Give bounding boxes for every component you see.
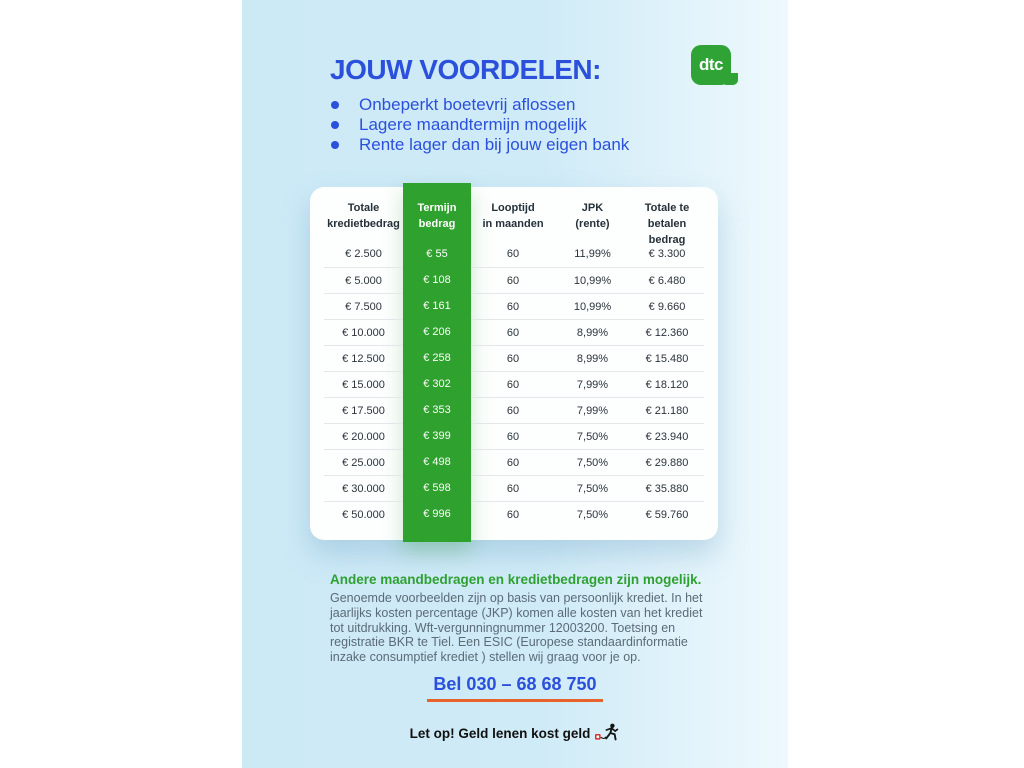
table-body [324, 241, 704, 527]
table-cell: 60 [471, 501, 555, 527]
table-cell: € 302 [423, 378, 451, 390]
table-row [324, 267, 704, 293]
table-row [324, 241, 704, 267]
table-row [324, 449, 704, 475]
table-cell: 7,50% [555, 449, 630, 475]
table-cell: 8,99% [555, 345, 630, 371]
rates-table [310, 187, 718, 527]
table-cell: € 3.300 [648, 248, 686, 260]
table-cell: € 5.000 [324, 267, 403, 293]
page-title: JOUW VOORDELEN: [330, 54, 601, 85]
table-cell: € 29.880 [630, 449, 704, 475]
table-cell: 60 [471, 267, 555, 293]
table-cell: 60 [471, 371, 555, 397]
table-cell: € 498 [423, 456, 451, 468]
table-cell: € 15.000 [324, 371, 403, 397]
table-cell: 60 [471, 449, 555, 475]
table-cell: 7,99% [555, 371, 630, 397]
table-cell: 60 [471, 423, 555, 449]
table-cell: 60 [471, 319, 555, 345]
table-cell: € 10.000 [324, 319, 403, 345]
warning-text: Let op! Geld lenen kost geld [409, 726, 591, 741]
table-cell: € 161 [423, 300, 451, 312]
table-row [324, 397, 704, 423]
table-cell: € 996 [423, 508, 451, 520]
rates-table-card [310, 187, 718, 540]
table-row [324, 423, 704, 449]
notes-heading: Andere maandbedragen en kredietbedragen zijn mogelijk. [330, 572, 702, 587]
table-cell: 7,50% [555, 475, 630, 501]
benefits-list [331, 95, 629, 155]
logo-speech-tail [725, 73, 738, 85]
benefit-label: Lagere maandtermijn mogelijk [359, 115, 587, 134]
table-row [324, 501, 704, 527]
table-cell: € 25.000 [324, 449, 403, 475]
benefit-item [331, 115, 629, 135]
table-cell: 8,99% [555, 319, 630, 345]
table-header-cell: Termijn bedrag [417, 202, 457, 230]
table-cell: € 108 [423, 274, 451, 286]
table-row [324, 293, 704, 319]
table-cell: € 30.000 [324, 475, 403, 501]
table-cell: € 12.360 [630, 319, 704, 345]
table-cell: 10,99% [555, 293, 630, 319]
table-cell: € 206 [423, 326, 451, 338]
geld-lenen-kost-geld-icon [594, 723, 620, 746]
table-cell: 11,99% [574, 248, 611, 260]
table-cell: 60 [471, 345, 555, 371]
table-row [324, 475, 704, 501]
table-cell: € 20.000 [324, 423, 403, 449]
bullet-dot-icon [331, 141, 339, 149]
table-cell: € 399 [423, 430, 451, 442]
table-cell: € 258 [423, 352, 451, 364]
table-cell: € 15.480 [630, 345, 704, 371]
table-cell: € 55 [426, 248, 448, 260]
table-cell: € 17.500 [324, 397, 403, 423]
table-cell: 60 [471, 475, 555, 501]
bullet-dot-icon [331, 121, 339, 129]
table-cell: 7,99% [555, 397, 630, 423]
table-cell: 10,99% [555, 267, 630, 293]
table-header-cell: JPK (rente) [575, 202, 610, 230]
table-row [324, 371, 704, 397]
table-cell: € 598 [423, 482, 451, 494]
table-cell: € 7.500 [324, 293, 403, 319]
table-header-row [324, 187, 704, 246]
logo-text: dtc [699, 55, 723, 74]
table-cell: 60 [471, 397, 555, 423]
benefit-item [331, 135, 629, 155]
table-cell: € 35.880 [630, 475, 704, 501]
table-cell: 60 [506, 248, 520, 260]
table-cell: 60 [471, 293, 555, 319]
table-cell: € 2.500 [345, 248, 382, 260]
notes-paragraph: Genoemde voorbeelden zijn op basis van persoonlijk krediet. In het jaarlijks kosten percentage (JKP) komen alle kosten van het krediet tot uitdrukking. Wft-vergunningnummer 12003200. Toetsing en registratie BKR te Tiel. Een ESIC (Europese standaardinformatie inzake consumptief krediet ) stellen wij graag voor je op. [330, 591, 703, 665]
table-row [324, 345, 704, 371]
dtc-logo [691, 45, 731, 85]
bullet-dot-icon [331, 101, 339, 109]
table-cell: € 18.120 [630, 371, 704, 397]
table-cell: € 6.480 [630, 267, 704, 293]
table-cell: € 353 [423, 404, 451, 416]
table-cell: € 12.500 [324, 345, 403, 371]
table-header-cell: Totale te betalen bedrag [644, 202, 690, 246]
benefit-item [331, 95, 629, 115]
table-cell: € 59.760 [630, 501, 704, 527]
table-cell: € 9.660 [630, 293, 704, 319]
table-row [324, 319, 704, 345]
table-cell: € 23.940 [630, 423, 704, 449]
benefit-label: Rente lager dan bij jouw eigen bank [359, 135, 630, 154]
phone-call-link[interactable]: Bel 030 – 68 68 750 [427, 674, 602, 702]
credit-warning [242, 721, 788, 746]
table-cell: € 50.000 [324, 501, 403, 527]
table-header-cell: Totale kredietbedrag [327, 202, 400, 230]
table-cell: 7,50% [555, 423, 630, 449]
benefit-label: Onbeperkt boetevrij aflossen [359, 95, 576, 114]
table-cell: 7,50% [555, 501, 630, 527]
table-cell: € 21.180 [630, 397, 704, 423]
table-header-cell: Looptijd in maanden [482, 202, 544, 230]
